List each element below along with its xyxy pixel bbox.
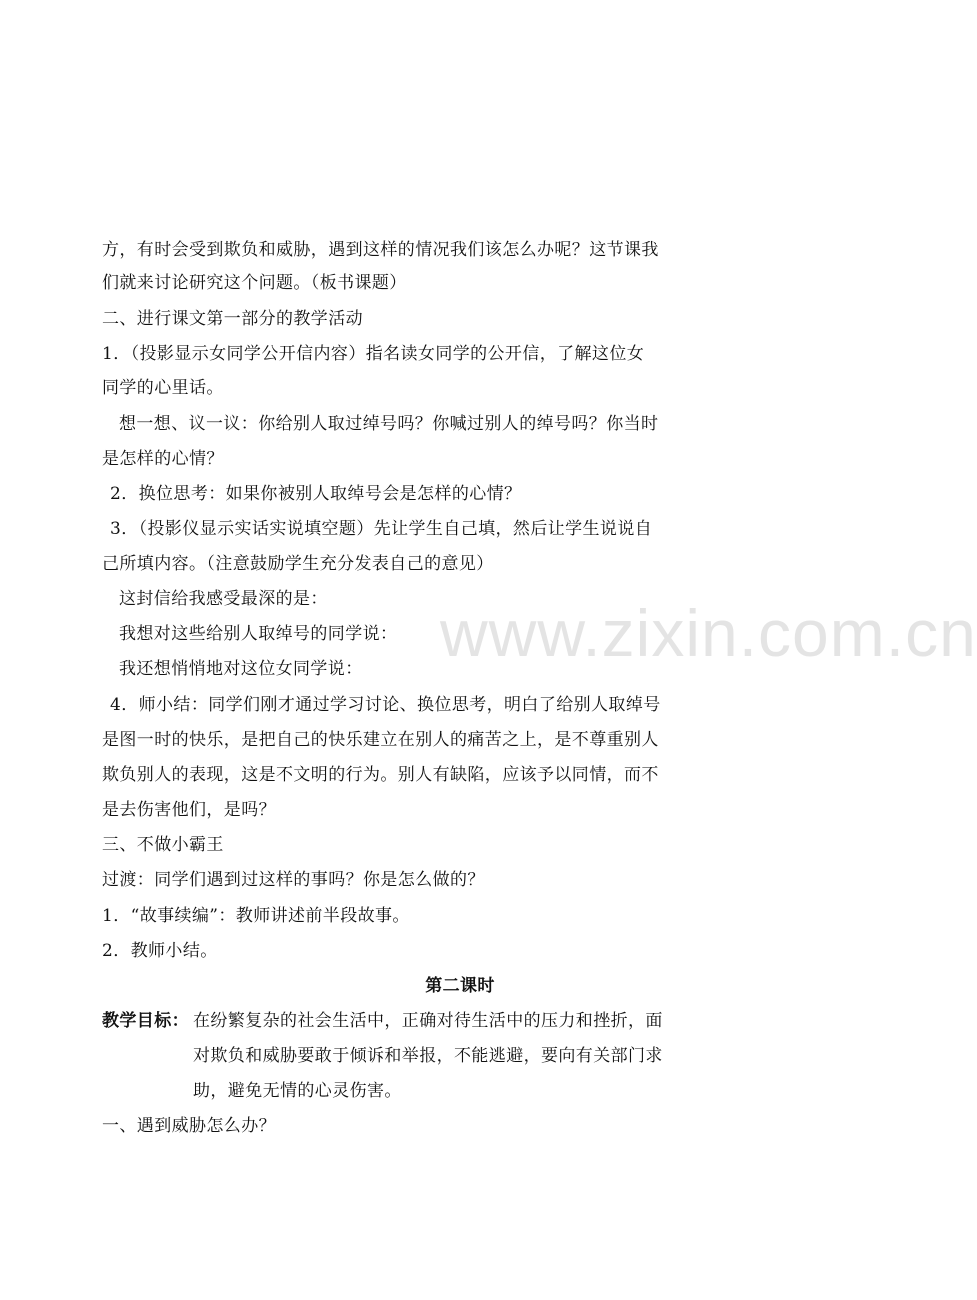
paragraph-line: 己所填内容。（注意鼓励学生充分发表自己的意见） [102,554,494,574]
paragraph-line: 3．（投影仪显示实话实说填空题）先让学生自己填，然后让学生说说自 [110,519,653,539]
paragraph-line: 想一想、议一议：你给别人取过绰号吗？你喊过别人的绰号吗？你当时 [119,414,659,434]
section-heading: 二、进行课文第一部分的教学活动 [102,309,363,329]
paragraph-line: 是图一时的快乐，是把自己的快乐建立在别人的痛苦之上，是不尊重别人 [102,730,659,750]
lesson-title: 第二课时 [425,976,495,996]
watermark: www.zixin.com.cn [440,596,977,670]
paragraph-line: 2．教师小结。 [102,941,218,961]
paragraph-line: 欺负别人的表现，这是不文明的行为。别人有缺陷，应该予以同情，而不 [102,765,659,785]
objective-label: 教学目标： [102,1011,189,1031]
objective-line: 助，避免无情的心灵伤害。 [193,1081,402,1101]
section-heading: 一、遇到威胁怎么办？ [102,1116,276,1136]
paragraph-line: 们就来讨论研究这个问题。（板书课题） [102,273,407,293]
paragraph-line: 同学的心里话。 [102,378,224,398]
paragraph-line: 1．（投影显示女同学公开信内容）指名读女同学的公开信，了解这位女 [102,344,645,364]
paragraph-line: 过渡：同学们遇到过这样的事吗？你是怎么做的？ [102,870,485,890]
paragraph-line: 1．“故事续编”：教师讲述前半段故事。 [102,906,410,926]
fill-in-line: 我想对这些给别人取绰号的同学说： [119,624,398,644]
fill-in-line: 我还想悄悄地对这位女同学说： [119,659,363,679]
section-heading: 三、不做小霸王 [102,835,224,855]
objective-line: 对欺负和威胁要敢于倾诉和举报，不能逃避，要向有关部门求 [193,1046,663,1066]
paragraph-line: 2．换位思考：如果你被别人取绰号会是怎样的心情？ [110,484,522,504]
paragraph-line: 方，有时会受到欺负和威胁，遇到这样的情况我们该怎么办呢？这节课我 [102,240,659,260]
fill-in-line: 这封信给我感受最深的是： [119,589,328,609]
paragraph-line: 是怎样的心情？ [102,449,224,469]
paragraph-line: 是去伤害他们，是吗？ [102,800,276,820]
objective-line: 在纷繁复杂的社会生活中，正确对待生活中的压力和挫折，面 [193,1011,663,1031]
paragraph-line: 4．师小结：同学们刚才通过学习讨论、换位思考，明白了给别人取绰号 [110,695,661,715]
